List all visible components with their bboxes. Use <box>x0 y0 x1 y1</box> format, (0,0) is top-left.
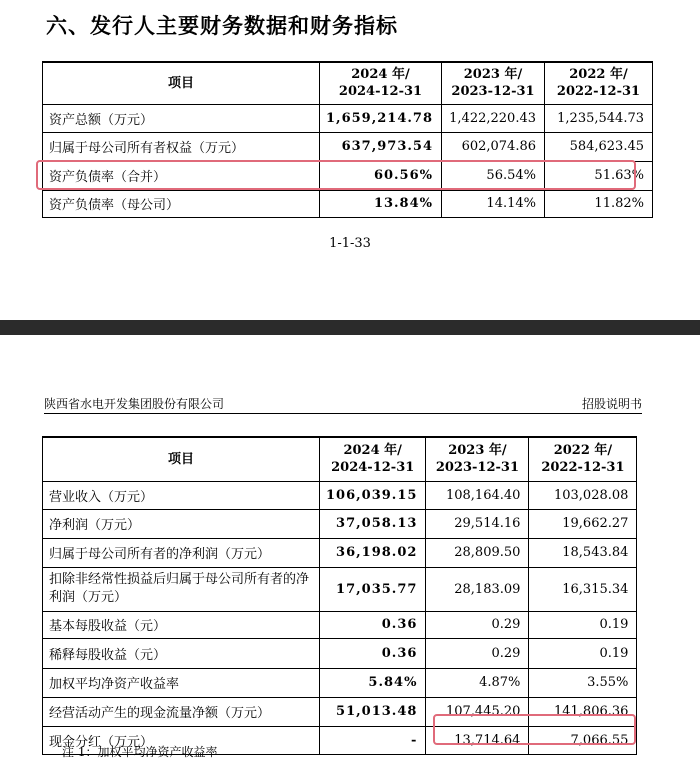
value-2024: 17,035.77 <box>320 567 426 611</box>
col-2022-line2: 2022-12-31 <box>541 460 625 476</box>
table-row <box>43 538 637 567</box>
col-2024-header <box>320 437 426 481</box>
col-2024-line1: 2024 年/ <box>351 67 410 83</box>
footnote-partial: 注 1：加权平均净资产收益率 <box>62 745 218 759</box>
row-label: 净利润（万元） <box>43 509 320 538</box>
value-2022: 1,235,544.73 <box>545 104 653 132</box>
table-row <box>43 611 637 638</box>
page-header <box>44 395 642 414</box>
col-2023-line2: 2023-12-31 <box>451 84 535 100</box>
value-2022: 3.55% <box>529 668 637 697</box>
col-2024-header <box>320 62 442 104</box>
value-2022: 0.19 <box>529 638 637 668</box>
row-label: 营业收入（万元） <box>43 481 320 509</box>
value-2022: 0.19 <box>529 611 637 638</box>
value-2023: 28,809.50 <box>426 538 529 567</box>
row-label: 归属于母公司所有者的净利润（万元） <box>43 538 320 567</box>
value-2024: 637,973.54 <box>320 132 442 161</box>
value-2023: 29,514.16 <box>426 509 529 538</box>
value-2023: 602,074.86 <box>442 132 545 161</box>
highlight-box-debt-ratio <box>36 160 636 190</box>
table-header-row <box>43 437 637 481</box>
col-item-header: 项目 <box>43 62 320 104</box>
value-2023: 0.29 <box>426 638 529 668</box>
row-label: 基本每股收益（元） <box>43 611 320 638</box>
value-2024: 36,198.02 <box>320 538 426 567</box>
value-2024: 1,659,214.78 <box>320 104 442 132</box>
value-2023: 108,164.40 <box>426 481 529 509</box>
table-row <box>43 481 637 509</box>
row-label: 资产负债率（合并） <box>43 161 320 190</box>
col-2022-header <box>545 62 653 104</box>
col-2023-line1: 2023 年/ <box>463 67 523 83</box>
document-type: 招股说明书 <box>581 397 642 411</box>
row-label: 归属于母公司所有者权益（万元） <box>43 132 320 161</box>
value-2024: 37,058.13 <box>320 509 426 538</box>
value-2023: 0.29 <box>426 611 529 638</box>
col-item-header: 项目 <box>43 437 320 481</box>
col-2024-line2: 2024-12-31 <box>338 84 423 100</box>
value-2023: 56.54% <box>442 161 545 190</box>
col-2023-line2: 2023-12-31 <box>435 460 519 476</box>
col-2022-line2: 2022-12-31 <box>556 84 641 100</box>
row-label: 扣除非经常性损益后归属于母公司所有者的净利润（万元） <box>43 567 320 611</box>
value-2024: 13.84% <box>320 190 442 217</box>
value-2023: 14.14% <box>442 190 545 217</box>
table-row <box>43 190 653 217</box>
highlight-box-dividends <box>433 714 636 745</box>
col-2024-line2: 2024-12-31 <box>331 460 415 476</box>
value-2022: 584,623.45 <box>545 132 653 161</box>
value-2022: 141,806.36 <box>529 697 637 726</box>
table-row <box>43 132 653 161</box>
value-2023: 28,183.09 <box>426 567 529 611</box>
value-2022: 16,315.34 <box>529 567 637 611</box>
table-row <box>43 104 653 132</box>
value-2024: 0.36 <box>320 638 426 668</box>
table-row <box>43 567 637 611</box>
col-2023-header <box>442 62 545 104</box>
row-label: 现金分红（万元） <box>43 726 320 754</box>
col-2023-header <box>426 437 529 481</box>
row-label: 稀释每股收益（元） <box>43 638 320 668</box>
col-2023-line1: 2023 年/ <box>448 443 507 459</box>
balance-sheet-table <box>42 61 653 218</box>
value-2024: 106,039.15 <box>320 481 426 509</box>
value-2023: 107,445.20 <box>426 697 529 726</box>
value-2024: 51,013.48 <box>320 697 426 726</box>
row-label: 加权平均净资产收益率 <box>43 668 320 697</box>
col-2022-header <box>529 437 637 481</box>
table-row <box>43 668 637 697</box>
table-row <box>43 509 637 538</box>
value-2022: 18,543.84 <box>529 538 637 567</box>
value-2024: 60.56% <box>320 161 442 190</box>
table-row <box>43 638 637 668</box>
section-title: 六、发行人主要财务数据和财务指标 <box>46 14 398 38</box>
page-divider <box>0 320 700 335</box>
value-2023: 1,422,220.43 <box>442 104 545 132</box>
value-2022: 51.63% <box>545 161 653 190</box>
value-2023: 4.87% <box>426 668 529 697</box>
row-label: 经营活动产生的现金流量净额（万元） <box>43 697 320 726</box>
income-table <box>42 436 637 755</box>
row-label: 资产总额（万元） <box>43 104 320 132</box>
col-2024-line1: 2024 年/ <box>343 443 402 459</box>
col-2022-line1: 2022 年/ <box>569 67 628 83</box>
table-header-row <box>43 62 653 104</box>
page-number: 1-1-33 <box>329 236 371 251</box>
value-2023: 13,714.64 <box>426 726 529 754</box>
value-2022: 7,066.55 <box>529 726 637 754</box>
value-2022: 19,662.27 <box>529 509 637 538</box>
col-2022-line1: 2022 年/ <box>553 443 613 459</box>
value-2024: 5.84% <box>320 668 426 697</box>
value-2022: 11.82% <box>545 190 653 217</box>
value-2024: - <box>320 726 426 754</box>
value-2022: 103,028.08 <box>529 481 637 509</box>
company-name: 陕西省水电开发集团股份有限公司 <box>44 397 225 411</box>
row-label: 资产负债率（母公司） <box>43 190 320 217</box>
value-2024: 0.36 <box>320 611 426 638</box>
